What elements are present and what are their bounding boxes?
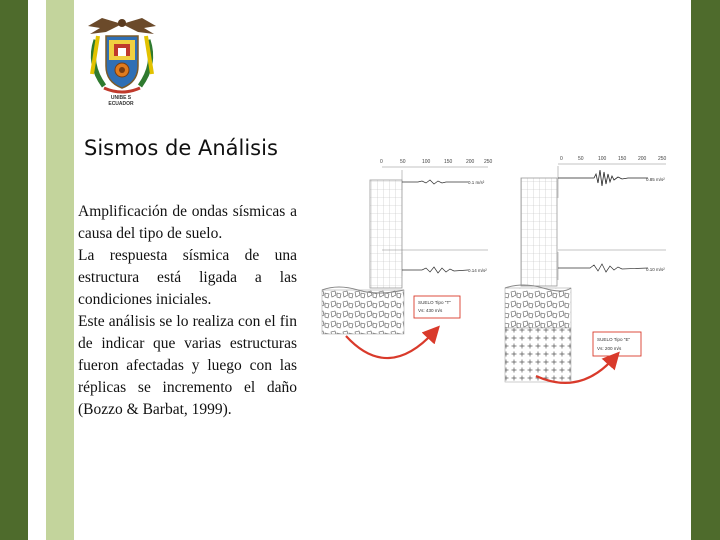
left-amplification-arrow — [346, 332, 434, 358]
left-axis-tick: 50 — [400, 159, 406, 165]
left-soil-label-line2: Vs: 430 m/s — [418, 308, 443, 313]
right-soil-label-line1: SUELO Tipo "E" — [597, 337, 631, 342]
left-axis-tick: 150 — [444, 159, 453, 165]
left-axis-tick: 200 — [466, 159, 475, 165]
left-light-bar — [46, 0, 74, 540]
right-axis-tick: 150 — [618, 156, 627, 162]
right-axis-tick: 0 — [560, 156, 563, 162]
left-top-trace — [402, 180, 468, 184]
left-panel — [322, 159, 493, 358]
logo-caption-line2: ECUADOR — [108, 101, 134, 107]
logo-caption-line1: UNIBE S — [110, 95, 132, 101]
left-top-trace-label: 0.1 m/s² — [468, 180, 485, 185]
left-dark-bar — [0, 0, 28, 540]
right-soil-lower — [505, 328, 571, 382]
right-axis-tick: 100 — [598, 156, 607, 162]
left-axis-tick: 100 — [422, 159, 431, 165]
left-bottom-trace — [402, 267, 468, 273]
body-paragraph-3: Este análisis se lo realiza con el fin de indicar que varias estructuras fueron afectadas y luego con las réplicas se incremento el daño (Bozzo & Barbat, 1999). — [78, 313, 297, 418]
right-building — [521, 178, 557, 286]
right-axis-tick: 250 — [658, 156, 667, 162]
left-bottom-trace-label: 0.14 m/s² — [468, 268, 487, 273]
slide-body — [78, 201, 297, 421]
right-soil-upper — [505, 288, 571, 328]
right-panel — [505, 156, 667, 383]
seismic-amplification-figure — [318, 150, 688, 390]
right-bottom-trace — [558, 264, 648, 272]
right-top-trace — [558, 170, 648, 186]
body-paragraph-1: Amplificación de ondas sísmicas a causa del tipo de suelo. — [78, 203, 297, 242]
right-soil-label-box — [593, 332, 641, 356]
slide-title: Sismos de Análisis — [84, 136, 278, 160]
right-bottom-trace-label: 0.10 m/s² — [646, 267, 665, 272]
right-axis-tick: 200 — [638, 156, 647, 162]
left-soil-label-line1: SUELO Tipo "T" — [418, 300, 451, 305]
left-axis-tick: 0 — [380, 159, 383, 165]
left-axis-tick: 250 — [484, 159, 493, 165]
right-dark-bar — [691, 0, 720, 540]
right-top-trace-label: 0.85 m/s² — [646, 177, 665, 182]
body-paragraph-2: La respuesta sísmica de una estructura está ligada a las condiciones iniciales. — [78, 247, 297, 308]
right-axis-tick: 50 — [578, 156, 584, 162]
right-soil-label-line2: Vs: 200 m/s — [597, 346, 622, 351]
left-building — [370, 180, 402, 288]
logo-caption — [86, 95, 156, 107]
left-soil — [322, 290, 404, 334]
